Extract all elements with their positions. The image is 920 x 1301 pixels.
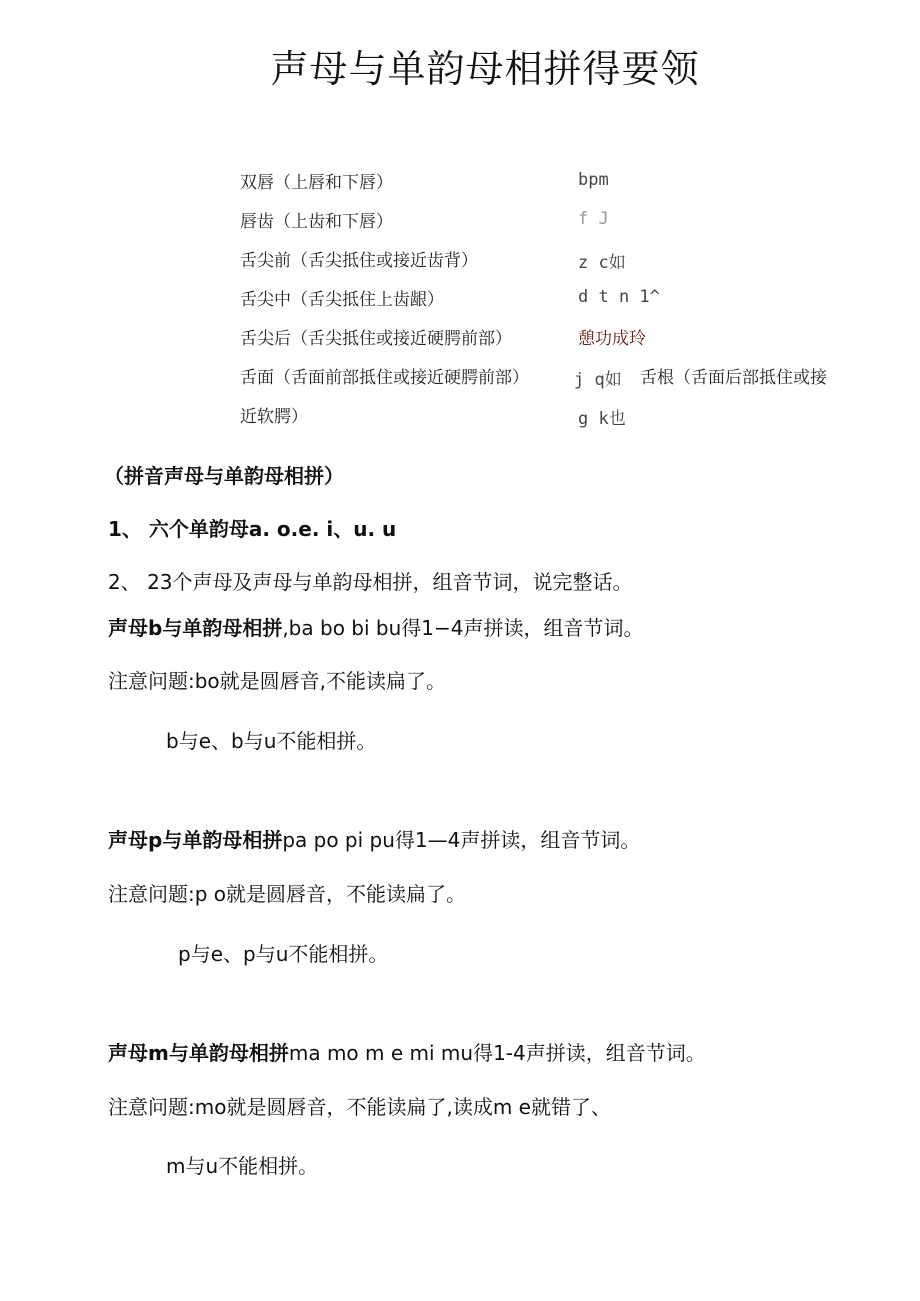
table-label-shegen: 舌根（舌面后部抵住或接 xyxy=(640,368,827,388)
table-value-chunchi: f J xyxy=(578,209,609,229)
block-m-line xyxy=(108,1037,706,1066)
block-p-line xyxy=(108,824,640,853)
table-label-shejianhou: 舌尖后（舌尖抵住或接近硬腭前部） xyxy=(240,329,512,349)
item-1: 1、 六个单韵母a. o.e. i、u. u xyxy=(108,517,397,541)
table-label-chunchi: 唇齿（上齿和下唇） xyxy=(240,212,393,232)
table-label-shuangchun: 双唇（上唇和下唇） xyxy=(240,173,393,193)
table-value-shegen: g k也 xyxy=(578,409,626,429)
section-heading: （拼音声母与单韵母相拼） xyxy=(104,464,344,488)
table-value-shejianzhong: d t n 1^ xyxy=(578,287,660,307)
block-b-line xyxy=(108,612,643,641)
block-p-rule: p与e、p与u不能相拼。 xyxy=(178,942,389,966)
block-b-rest: ,ba bo bi bu得1−4声拼读，组音节词。 xyxy=(282,616,644,640)
block-b-note: 注意问题:bo就是圆唇音,不能读扁了。 xyxy=(108,669,447,693)
table-label-shegen-cont: 近软腭） xyxy=(240,407,308,427)
table-label-shejianqian: 舌尖前（舌尖抵住或接近齿背） xyxy=(240,251,478,271)
block-b-rule: b与e、b与u不能相拼。 xyxy=(166,729,377,753)
page-title: 声母与单韵母相拼得要领 xyxy=(270,47,700,91)
table-label-shejianzhong: 舌尖中（舌尖抵住上齿龈） xyxy=(240,290,444,310)
block-m-note: 注意问题:mo就是圆唇音，不能读扁了,读成m e就错了、 xyxy=(108,1095,611,1119)
block-b-bold: 声母b与单韵母相拼 xyxy=(108,616,283,640)
table-value-shejianhou: 憩功成玲 xyxy=(578,329,646,349)
block-m-rule: m与u不能相拼。 xyxy=(166,1154,319,1178)
block-p-note: 注意问题:p o就是圆唇音，不能读扁了。 xyxy=(108,882,467,906)
table-value-shemian: j q如 xyxy=(574,370,622,390)
item-2: 2、 23个声母及声母与单韵母相拼，组音节词，说完整话。 xyxy=(108,570,633,594)
block-p-bold: 声母p与单韵母相拼 xyxy=(108,828,283,852)
table-value-shejianqian: z c如 xyxy=(578,253,626,273)
block-p-rest: pa po pi pu得1—4声拼读，组音节词。 xyxy=(282,828,641,852)
table-value-shuangchun: bpm xyxy=(578,170,609,190)
table-label-shemian: 舌面（舌面前部抵住或接近硬腭前部） xyxy=(240,368,529,388)
block-m-bold: 声母m与单韵母相拼 xyxy=(108,1041,289,1065)
block-m-rest: ma mo m e mi mu得1-4声拼读，组音节词。 xyxy=(288,1041,706,1065)
